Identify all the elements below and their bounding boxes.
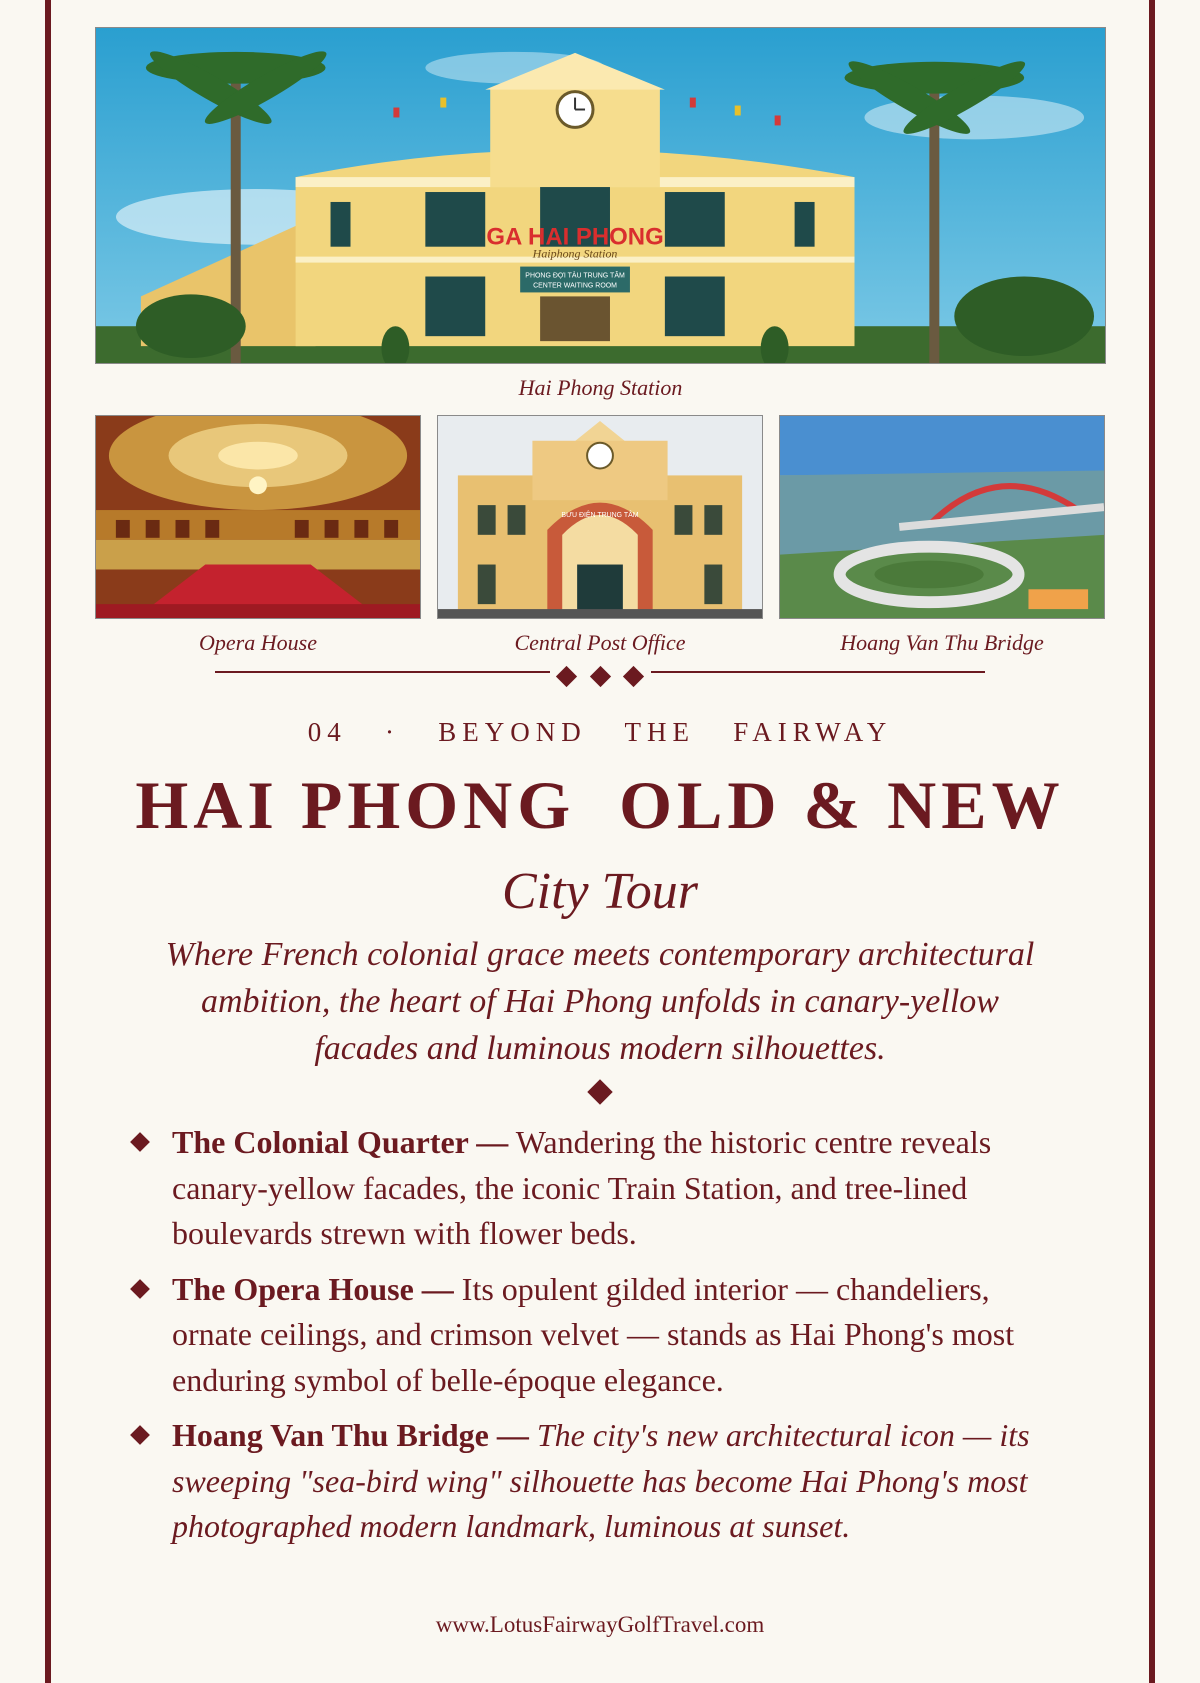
intro-paragraph: Where French colonial grace meets contemporary architectural ambition, the heart of Hai Phong unfolds in canary-yellow facades and luminous modern silhouettes. [165, 936, 1035, 1067]
divider-diamonds [559, 666, 641, 690]
list-item-title: The Colonial Quarter — [172, 1124, 509, 1160]
post-office-arch-text: BƯU ĐIỆN TRUNG TÂM [561, 512, 639, 519]
list-item [125, 1413, 1045, 1550]
hai-phong-station-caption: Hai Phong Station [518, 375, 683, 400]
list-item-title: Hoang Van Thu Bridge — [172, 1417, 529, 1453]
list-item-body: The city's new architectural icon — its sweeping "sea-bird wing" silhouette has become Hai Phong's most photographed modern landmark, luminous at sunset. [172, 1417, 1030, 1544]
page-subtitle: City Tour [501, 863, 699, 920]
hai-phong-station-photo [95, 27, 1106, 364]
central-post-office-caption: Central Post Office [514, 630, 686, 655]
section-eyebrow: 04 · BEYOND THE FAIRWAY [307, 717, 893, 747]
station-illustration [96, 28, 1105, 363]
divider-left-line [215, 671, 550, 673]
list-item-body: Its opulent gilded interior — chandeliers, ornate ceilings, and crimson velvet — stands as Hai Phong's most enduring symbol of belle-époque elegance. [172, 1270, 1015, 1398]
diamond-icon [587, 1079, 612, 1104]
station-sign-script: Haiphong Station [532, 246, 618, 261]
list-item [125, 1267, 1045, 1404]
page-title: HAI PHONG OLD & NEW [135, 767, 1065, 843]
opera-house-photo [95, 415, 421, 619]
station-sign: GA HAI PHONG [486, 223, 664, 251]
diamond-bullet-icon [130, 1279, 150, 1299]
diamond-bullet-icon [130, 1425, 150, 1445]
highlights-list [125, 1120, 1045, 1560]
list-item [125, 1120, 1045, 1257]
website-link[interactable]: www.LotusFairwayGolfTravel.com [435, 1612, 765, 1637]
list-item-title: The Opera House — [172, 1270, 454, 1307]
diamond-bullet-icon [130, 1132, 150, 1152]
hoang-van-thu-bridge-photo [779, 415, 1105, 619]
diamond-icon [623, 666, 644, 687]
divider-right-line [651, 671, 985, 673]
station-plaque-line1: PHONG ĐỢI TÀU TRUNG TÂM [525, 272, 625, 280]
central-post-office-photo [437, 415, 763, 619]
bridge-illustration [780, 416, 1104, 618]
diamond-icon [556, 666, 577, 687]
diamond-icon [589, 666, 610, 687]
opera-interior-illustration [96, 416, 420, 618]
station-plaque-line2: CENTER WAITING ROOM [533, 282, 618, 290]
opera-house-caption: Opera House [199, 630, 317, 655]
list-item-body: Wandering the historic centre reveals canary-yellow facades, the iconic Train Station, and tree-lined boulevards strewn with flower beds. [172, 1124, 992, 1251]
hoang-van-thu-bridge-caption: Hoang Van Thu Bridge [840, 630, 1044, 655]
post-office-illustration [438, 416, 762, 618]
